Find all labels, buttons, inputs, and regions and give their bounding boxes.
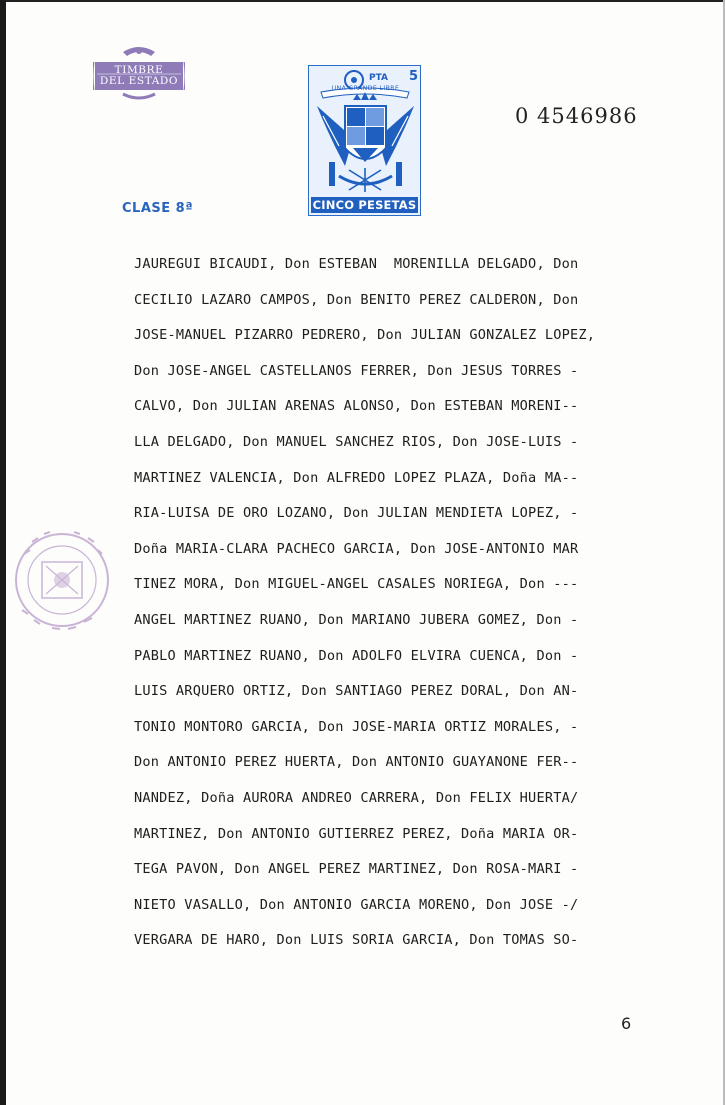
- fiscal-stamp: [308, 65, 421, 216]
- body-line: RIA-LUISA DE ORO LOZANO, Don JULIAN MENDIETA LOPEZ, -: [134, 505, 579, 522]
- body-line: LLA DELGADO, Don MANUEL SANCHEZ RIOS, Don JOSE-LUIS -: [134, 433, 579, 450]
- clase-label: CLASE 8ª: [122, 201, 194, 216]
- body-line: CALVO, Don JULIAN ARENAS ALONSO, Don ESTEBAN MORENI--: [134, 398, 579, 415]
- body-text: [134, 252, 659, 964]
- body-line: NANDEZ, Doña AURORA ANDREO CARRERA, Don FELIX HUERTA/: [134, 789, 579, 806]
- timbre-line-2: DEL ESTADO: [99, 75, 179, 87]
- body-line: MARTINEZ VALENCIA, Don ALFREDO LOPEZ PLAZA, Doña MA--: [134, 469, 579, 486]
- body-line: TONIO MONTORO GARCIA, Don JOSE-MARIA ORTIZ MORALES, -: [134, 718, 579, 735]
- stamp-motto: UNA GRANDE LIBRE: [331, 85, 400, 92]
- stamp-currency: PTA: [369, 73, 389, 83]
- timbre-del-estado-label: [93, 44, 185, 100]
- notary-seal-icon: [12, 514, 112, 646]
- body-line: Doña MARIA-CLARA PACHECO GARCIA, Don JOSE-ANTONIO MAR: [134, 540, 579, 557]
- body-line: TINEZ MORA, Don MIGUEL-ANGEL CASALES NORIEGA, Don ---: [134, 576, 579, 593]
- page-top-edge: [6, 0, 725, 2]
- stamp-band: CINCO PESETAS: [312, 198, 417, 212]
- body-line: PABLO MARTINEZ RUANO, Don ADOLFO ELVIRA CUENCA, Don -: [134, 647, 579, 664]
- body-line: Don JOSE-ANGEL CASTELLANOS FERRER, Don JESUS TORRES -: [134, 362, 579, 379]
- body-line: CECILIO LAZARO CAMPOS, Don BENITO PEREZ CALDERON, Don: [134, 291, 579, 308]
- body-line: JAUREGUI BICAUDI, Don ESTEBAN MORENILLA DELGADO, Don: [134, 256, 579, 272]
- body-line: ANGEL MARTINEZ RUANO, Don MARIANO JUBERA GOMEZ, Don -: [134, 611, 579, 628]
- body-line: NIETO VASALLO, Don ANTONIO GARCIA MORENO, Don JOSE -/: [134, 896, 579, 913]
- serial-number: 0 4546986: [515, 104, 638, 128]
- body-line: LUIS ARQUERO ORTIZ, Don SANTIAGO PEREZ DORAL, Don AN-: [134, 683, 579, 700]
- stamp-value: 5: [409, 69, 419, 84]
- body-line: VERGARA DE HARO, Don LUIS SORIA GARCIA, Don TOMAS SO-: [134, 932, 579, 949]
- notary-seal: [12, 514, 112, 646]
- timbre-line-1: TIMBRE: [114, 64, 164, 76]
- body-line: MARTINEZ, Don ANTONIO GUTIERREZ PEREZ, Doña MARIA OR-: [134, 825, 579, 842]
- body-line: Don ANTONIO PEREZ HUERTA, Don ANTONIO GUAYANONE FER--: [134, 754, 579, 771]
- body-line: JOSE-MANUEL PIZARRO PEDRERO, Don JULIAN GONZALEZ LOPEZ,: [134, 327, 596, 344]
- page-number: 6: [621, 1014, 632, 1033]
- body-line: TEGA PAVON, Don ANGEL PEREZ MARTINEZ, Don ROSA-MARI -: [134, 861, 579, 878]
